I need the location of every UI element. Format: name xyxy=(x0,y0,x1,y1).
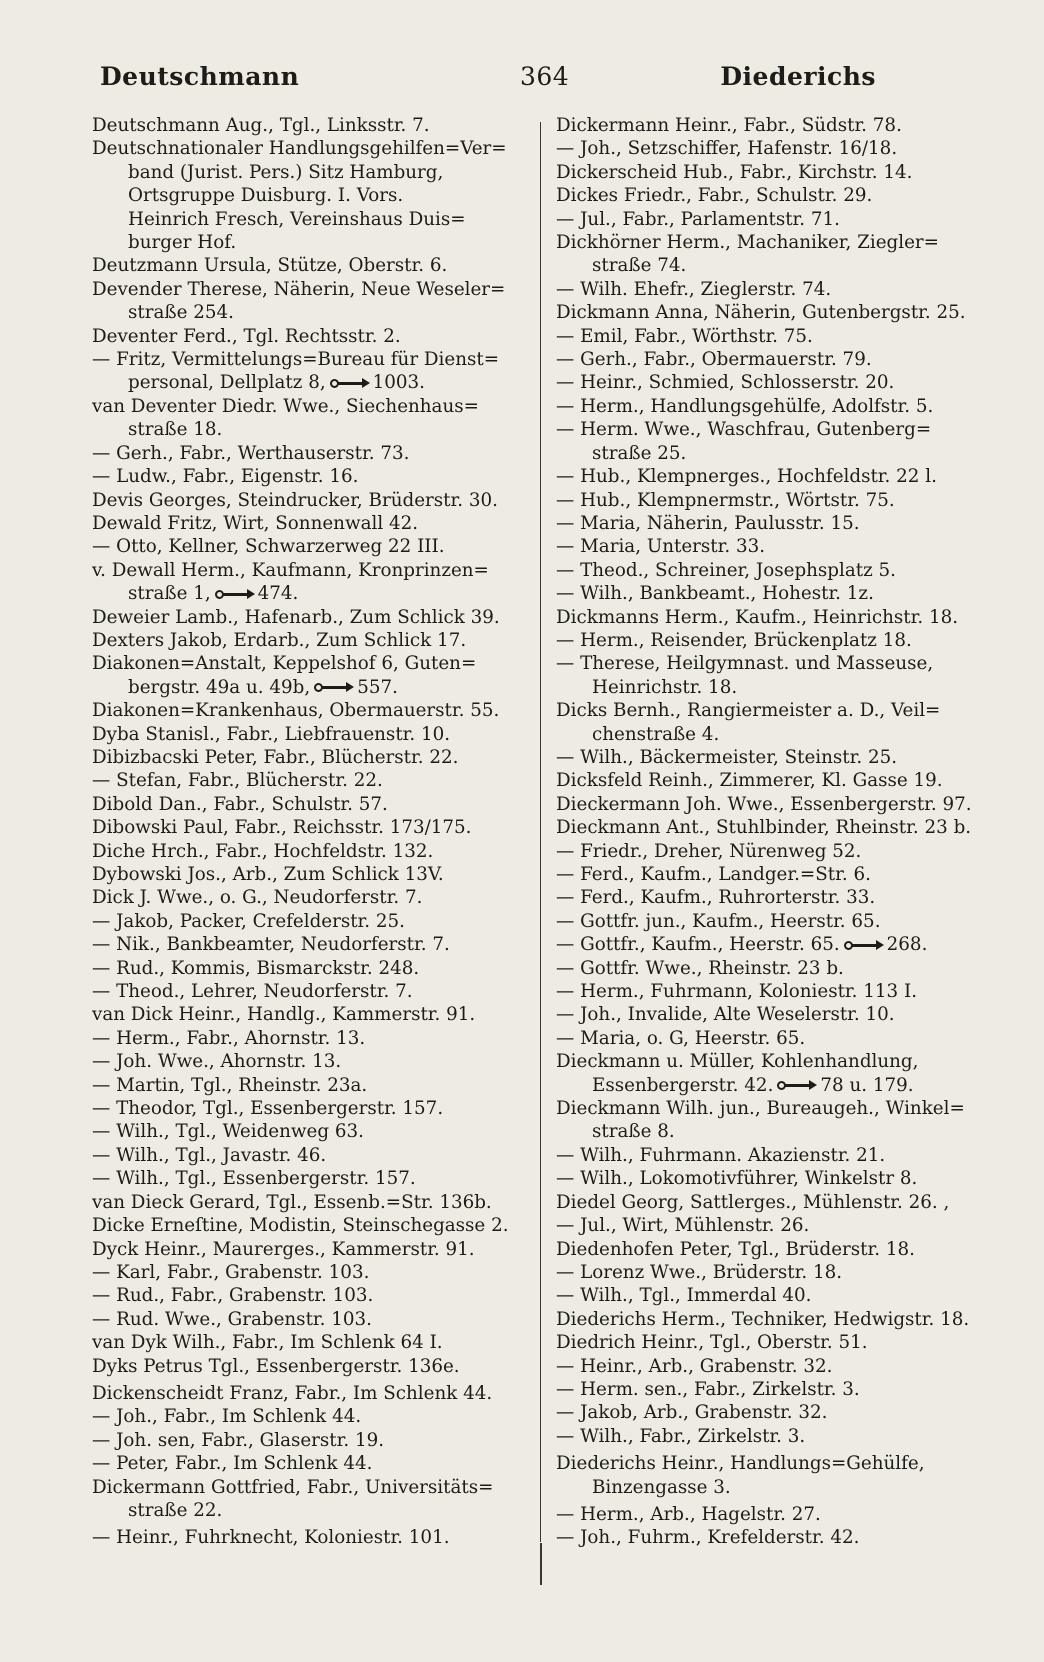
directory-entry: — Rud. Wwe., Grabenstr. 103. xyxy=(92,1308,372,1330)
right-column xyxy=(556,114,988,1550)
directory-entry: — Maria, Näherin, Paulusstr. 15. xyxy=(556,512,860,534)
directory-entry: Diederichs Herm., Techniker, Hedwigstr. 18. xyxy=(556,1308,970,1330)
directory-entry: — Wilh., Tgl., Essenbergerstr. 157. xyxy=(92,1168,416,1190)
directory-entry: — Hub., Klempnermstr., Wörtstr. 75. xyxy=(556,489,895,511)
directory-entry: — Herm., Reisender, Brückenplatz 18. xyxy=(556,629,912,651)
directory-entry: — Maria, o. G, Heerstr. 65. xyxy=(556,1027,806,1049)
directory-entry: Dyck Heinr., Maurerges., Kammerstr. 91. xyxy=(92,1238,475,1260)
directory-entry-continuation: Heinrichstr. 18. xyxy=(592,676,738,698)
directory-entry: — Joh. Wwe., Ahornstr. 13. xyxy=(92,1051,342,1073)
directory-entry: Dyks Petrus Tgl., Essenbergerstr. 136e. xyxy=(92,1355,460,1377)
telephone-icon xyxy=(777,1080,817,1091)
directory-entry: — Joh., Setzschiffer, Hafenstr. 16/18. xyxy=(556,138,898,160)
directory-entry xyxy=(556,933,988,956)
directory-entry: — Gerh., Fabr., Werthauserstr. 73. xyxy=(92,442,410,464)
directory-entry: Diederichs Heinr., Handlungs=Gehülfe, xyxy=(556,1453,925,1475)
directory-entry-continuation: straße 254. xyxy=(128,302,234,324)
directory-entry: Dibold Dan., Fabr., Schulstr. 57. xyxy=(92,793,388,815)
directory-entry: Dyba Stanisl., Fabr., Liebfrauenstr. 10. xyxy=(92,723,451,745)
directory-entry: Diakonen=Anstalt, Keppelshof 6, Guten= xyxy=(92,653,477,675)
entry-text: — Gottfr., Kaufm., Heerstr. 65. xyxy=(556,934,840,956)
directory-entry: — Joh., Invalide, Alte Weselerstr. 10. xyxy=(556,1004,895,1026)
directory-entry: — Herm., Arb., Hagelstr. 27. xyxy=(556,1503,821,1525)
directory-entry: — Wilh., Tgl., Weidenweg 63. xyxy=(92,1121,364,1143)
column-divider-end xyxy=(540,1543,542,1585)
directory-entry: Dieckmann Wilh. jun., Bureaugeh., Winkel= xyxy=(556,1098,965,1120)
directory-entry: — Theod., Lehrer, Neudorferstr. 7. xyxy=(92,981,413,1003)
directory-entry: Dicke Erneſtine, Modistin, Steinschegasse 2. xyxy=(92,1215,509,1237)
directory-entry: Dibowski Paul, Fabr., Reichsstr. 173/175. xyxy=(92,817,472,839)
entry-text: bergstr. 49a u. 49b, xyxy=(128,676,311,698)
directory-entry-continuation: straße 18. xyxy=(128,419,223,441)
entry-text: personal, Dellplatz 8, xyxy=(128,372,326,394)
directory-entry: Dexters Jakob, Erdarb., Zum Schlick 17. xyxy=(92,629,467,651)
directory-entry: Dickermann Heinr., Fabr., Südstr. 78. xyxy=(556,115,902,136)
directory-entry: — Joh., Fabr., Im Schlenk 44. xyxy=(92,1406,362,1428)
directory-entry: — Ferd., Kaufm., Ruhrorterstr. 33. xyxy=(556,887,876,909)
directory-entry: van Dieck Gerard, Tgl., Essenb.=Str. 136b. xyxy=(92,1191,492,1213)
telephone-number: 78 u. 179. xyxy=(820,1074,914,1096)
directory-entry: van Dyk Wilh., Fabr., Im Schlenk 64 I. xyxy=(92,1332,443,1354)
telephone-number: 268. xyxy=(886,934,928,956)
directory-entry: — Gerh., Fabr., Obermauerstr. 79. xyxy=(556,349,872,371)
directory-entry: — Theod., Schreiner, Josephsplatz 5. xyxy=(556,559,896,581)
directory-entry-continuation: Ortsgruppe Duisburg. I. Vors. xyxy=(128,185,404,207)
directory-entry: — Theodor, Tgl., Essenbergerstr. 157. xyxy=(92,1098,444,1120)
directory-entry-continuation: chenstraße 4. xyxy=(592,723,720,745)
directory-entry: Dickenscheidt Franz, Fabr., Im Schlenk 44. xyxy=(92,1382,493,1404)
telephone-number: 1003. xyxy=(372,372,425,394)
directory-entry: Deutzmann Ursula, Stütze, Oberstr. 6. xyxy=(92,255,448,277)
directory-entry: — Joh., Fuhrm., Krefelderstr. 42. xyxy=(556,1527,860,1549)
directory-entry: van Dick Heinr., Handlg., Kammerstr. 91. xyxy=(92,1004,476,1026)
directory-entry: — Gottfr. Wwe., Rheinstr. 23 b. xyxy=(556,957,844,979)
directory-entry: — Rud., Fabr., Grabenstr. 103. xyxy=(92,1285,374,1307)
directory-entry: — Therese, Heilgymnast. und Masseuse, xyxy=(556,653,934,675)
directory-entry: — Wilh., Tgl., Javastr. 46. xyxy=(92,1144,327,1166)
directory-entry: — Maria, Unterstr. 33. xyxy=(556,536,766,558)
directory-entry: Diche Hrch., Fabr., Hochfeldstr. 132. xyxy=(92,840,434,862)
header-right-keyword: Diederichs xyxy=(720,62,876,91)
directory-entry: — Wilh., Bäckermeister, Steinstr. 25. xyxy=(556,746,898,768)
directory-entry: — Rud., Kommis, Bismarckstr. 248. xyxy=(92,957,420,979)
directory-entry: — Wilh., Fuhrmann. Akazienstr. 21. xyxy=(556,1144,886,1166)
directory-entry: Diedenhofen Peter, Tgl., Brüderstr. 18. xyxy=(556,1238,915,1260)
directory-entry: — Martin, Tgl., Rheinstr. 23a. xyxy=(92,1074,368,1096)
directory-entry: Dickerscheid Hub., Fabr., Kirchstr. 14. xyxy=(556,161,913,183)
telephone-icon xyxy=(330,378,370,389)
directory-entry: — Ludw., Fabr., Eigenstr. 16. xyxy=(92,466,359,488)
directory-entry: — Herm., Fabr., Ahornstr. 13. xyxy=(92,1027,366,1049)
directory-entry: Deventer Ferd., Tgl. Rechtsstr. 2. xyxy=(92,325,401,347)
directory-entry: v. Dewall Herm., Kaufmann, Kronprinzen= xyxy=(92,559,489,581)
entry-text: Essenbergerstr. 42. xyxy=(592,1074,774,1096)
directory-entry-continuation xyxy=(92,676,524,699)
directory-entry: — Wilh., Bankbeamt., Hohestr. 1z. xyxy=(556,583,874,605)
directory-entry-continuation: straße 74. xyxy=(592,255,687,277)
directory-entry: — Jakob, Packer, Crefelderstr. 25. xyxy=(92,910,405,932)
directory-entry: — Herm. Wwe., Waschfrau, Gutenberg= xyxy=(556,419,932,441)
directory-entry-continuation xyxy=(556,1074,988,1097)
directory-entry-continuation xyxy=(92,371,524,394)
directory-entry: — Heinr., Arb., Grabenstr. 32. xyxy=(556,1355,833,1377)
directory-entry: Dicks Bernh., Rangiermeister a. D., Veil= xyxy=(556,700,941,722)
telephone-number: 557. xyxy=(357,676,398,698)
directory-entry: Dewald Fritz, Wirt, Sonnenwall 42. xyxy=(92,512,419,534)
directory-entry: Deutschnationaler Handlungsgehilfen=Ver= xyxy=(92,138,507,160)
directory-entry: — Karl, Fabr., Grabenstr. 103. xyxy=(92,1261,370,1283)
telephone-number: 474. xyxy=(257,583,299,605)
directory-entry: — Heinr., Schmied, Schlosserstr. 20. xyxy=(556,372,895,394)
directory-entry: — Stefan, Fabr., Blücherstr. 22. xyxy=(92,770,383,792)
directory-entry: — Wilh., Lokomotivführer, Winkelstr 8. xyxy=(556,1168,918,1190)
directory-entry: Devender Therese, Näherin, Neue Weseler= xyxy=(92,278,506,300)
entry-text: straße 1, xyxy=(128,583,211,605)
page-number: 364 xyxy=(520,62,570,91)
directory-entry: Dybowski Jos., Arb., Zum Schlick 13V. xyxy=(92,864,444,885)
directory-entry: Diakonen=Krankenhaus, Obermauerstr. 55. xyxy=(92,700,500,722)
directory-entry: — Jakob, Arb., Grabenstr. 32. xyxy=(556,1402,828,1424)
directory-entry-continuation: Binzengasse 3. xyxy=(592,1476,731,1498)
directory-entry-continuation: straße 22. xyxy=(128,1499,223,1521)
directory-entry: Dibizbacski Peter, Fabr., Blücherstr. 22. xyxy=(92,746,459,768)
directory-entry-continuation: burger Hof. xyxy=(128,232,237,254)
directory-entry: Dick J. Wwe., o. G., Neudorferstr. 7. xyxy=(92,887,423,909)
directory-entry: Diedrich Heinr., Tgl., Oberstr. 51. xyxy=(556,1332,868,1354)
directory-entry: — Herm., Fuhrmann, Koloniestr. 113 I. xyxy=(556,981,918,1003)
directory-entry: Dicksfeld Reinh., Zimmerer, Kl. Gasse 19. xyxy=(556,770,943,792)
directory-entry: — Lorenz Wwe., Brüderstr. 18. xyxy=(556,1261,843,1283)
directory-entry: — Gottfr. jun., Kaufm., Heerstr. 65. xyxy=(556,910,881,932)
directory-entry: — Herm., Handlungsgehülfe, Adolfstr. 5. xyxy=(556,395,934,417)
directory-entry: — Emil, Fabr., Wörthstr. 75. xyxy=(556,325,813,347)
directory-entry-continuation xyxy=(92,582,524,605)
header-left-keyword: Deutschmann xyxy=(100,62,300,91)
directory-entry: — Heinr., Fuhrknecht, Koloniestr. 101. xyxy=(92,1527,450,1549)
directory-entry: — Jul., Wirt, Mühlenstr. 26. xyxy=(556,1215,810,1237)
directory-entry: — Peter, Fabr., Im Schlenk 44. xyxy=(92,1453,373,1475)
telephone-icon xyxy=(215,589,255,600)
column-divider xyxy=(540,122,541,1542)
directory-entry: — Wilh., Tgl., Immerdal 40. xyxy=(556,1285,812,1307)
directory-entry: Dieckermann Joh. Wwe., Essenbergerstr. 97. xyxy=(556,793,972,815)
directory-entry: — Jul., Fabr., Parlamentstr. 71. xyxy=(556,208,840,230)
directory-entry: — Otto, Kellner, Schwarzerweg 22 III. xyxy=(92,536,445,558)
directory-entry: — Herm. sen., Fabr., Zirkelstr. 3. xyxy=(556,1378,860,1400)
directory-entry: — Wilh. Ehefr., Zieglerstr. 74. xyxy=(556,278,832,300)
directory-entry: Deutschmann Aug., Tgl., Linksstr. 7. xyxy=(92,115,430,136)
directory-entry-continuation: straße 25. xyxy=(592,442,687,464)
left-column xyxy=(92,114,524,1550)
directory-entry-continuation: band (Jurist. Pers.) Sitz Hamburg, xyxy=(128,161,444,183)
directory-entry: Diedel Georg, Sattlerges., Mühlenstr. 26. , xyxy=(556,1191,950,1213)
directory-entry: — Joh. sen, Fabr., Glaserstr. 19. xyxy=(92,1429,385,1451)
directory-entry: Deweier Lamb., Hafenarb., Zum Schlick 39. xyxy=(92,606,500,628)
directory-entry: — Friedr., Dreher, Nürenweg 52. xyxy=(556,840,862,862)
directory-entry: van Deventer Diedr. Wwe., Siechenhaus= xyxy=(92,395,479,417)
directory-entry: Dieckmann Ant., Stuhlbinder, Rheinstr. 23 b. xyxy=(556,817,972,839)
directory-entry: Dickes Friedr., Fabr., Schulstr. 29. xyxy=(556,185,873,207)
directory-entry: Devis Georges, Steindrucker, Brüderstr. 30. xyxy=(92,489,498,511)
directory-entry: — Ferd., Kaufm., Landger.=Str. 6. xyxy=(556,864,871,885)
directory-entry: — Fritz, Vermittelungs=Bureau für Dienst= xyxy=(92,349,500,371)
directory-entry: — Nik., Bankbeamter, Neudorferstr. 7. xyxy=(92,934,450,956)
telephone-icon xyxy=(844,940,884,951)
directory-entry: Dickmanns Herm., Kaufm., Heinrichstr. 18. xyxy=(556,606,959,628)
directory-entry: Dickhörner Herm., Machaniker, Ziegler= xyxy=(556,232,939,254)
directory-entry: Dickmann Anna, Näherin, Gutenbergstr. 25. xyxy=(556,302,966,324)
directory-entry-continuation: straße 8. xyxy=(592,1121,675,1143)
directory-entry: — Hub., Klempnerges., Hochfeldstr. 22 l. xyxy=(556,466,937,488)
directory-entry: Dieckmann u. Müller, Kohlenhandlung, xyxy=(556,1051,919,1073)
telephone-icon xyxy=(314,682,354,693)
directory-entry: Dickermann Gottfried, Fabr., Universitäts= xyxy=(92,1476,494,1498)
directory-entry: — Wilh., Fabr., Zirkelstr. 3. xyxy=(556,1425,806,1447)
directory-entry-continuation: Heinrich Fresch, Vereinshaus Duis= xyxy=(128,208,466,230)
